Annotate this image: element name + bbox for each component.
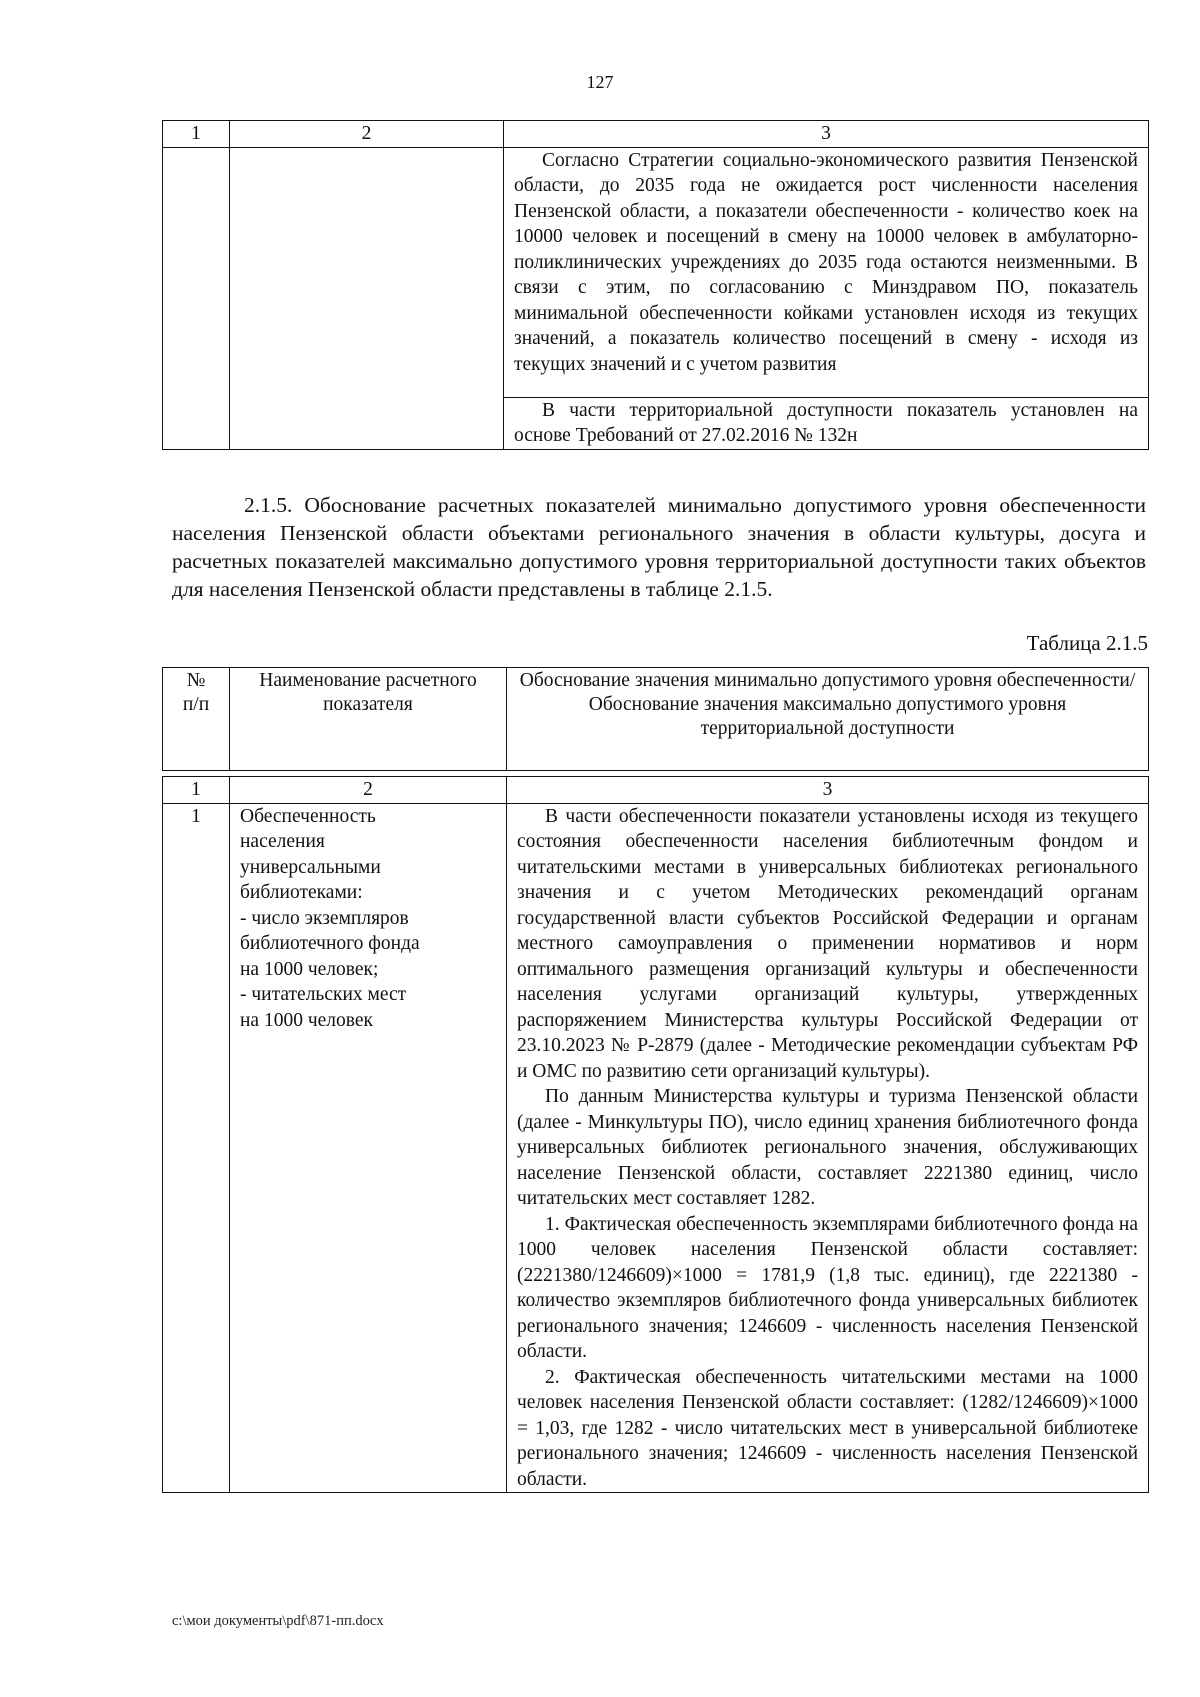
header-justification-max: Обоснование значения максимально допустимого уровня территориальной доступности [588,694,1067,739]
indicator-name-line: библиотеками: [240,882,363,903]
indicator-name-line: на 1000 человек; [240,958,379,980]
indicator-name-cell [230,803,507,1493]
main-table [162,776,1149,1493]
column-number-2: 2 [230,777,507,804]
column-number-1: 1 [163,121,230,148]
indicator-name-line: универсальными [240,856,381,878]
column-number-1: 1 [163,777,230,804]
empty-cell [230,147,504,449]
table-number-row [163,777,1149,804]
column-number-2: 2 [230,121,504,148]
indicator-name-line: на 1000 человек [240,1009,374,1031]
indicator-name-line: библиотечного фонда [240,933,420,954]
header-number-column [163,668,230,771]
header-justification [507,668,1149,771]
table-row [163,803,1149,1493]
header-justification-min: Обоснование значения минимально допустимого уровня обеспеченности/ [519,670,1136,691]
accessibility-cell [504,397,1149,449]
table-header-row [163,668,1149,771]
row-number: 1 [163,803,230,1493]
indicator-name-line: - число экземпляров [240,907,409,929]
header-number-symbol: № [186,670,206,691]
continued-table [162,120,1149,450]
page-number: 127 [586,72,614,92]
justification-paragraph: По данным Министерства культуры и туризма Пензенской области (далее - Минкультуры ПО), число единиц хранения библиотечного фонда универсальных библиотек регионального значения, обслуживающих население Пензенской области, составляет 2221380 единиц, число читательских мест составляет 1282. [517,1086,1138,1209]
header-number-abbr: п/п [182,694,210,715]
table-caption: Таблица 2.1.5 [1026,631,1148,655]
table-row [163,147,1149,397]
justification-paragraph: В части обеспеченности показатели установлены исходя из текущего состояния обеспеченности населения библиотечным фондом и читательскими местами в универсальных библиотеках регионального значения и с учетом Методических рекомендаций органам государственной власти субъектов Российской Федерации и органам местного самоуправления о применении нормативов и норм оптимального размещения организаций культуры и обеспеченности населения услугами организаций культуры, утвержденных распоряжением Министерства культуры Российской Федерации от 23.10.2023 № Р-2879 (далее - Методические рекомендации субъектам РФ и ОМС по развитию сети организаций культуры). [517,805,1138,1082]
footer-file-path: c:\мои документы\pdf\871-пп.docx [172,1613,384,1629]
indicator-name-line: Обеспеченность [240,805,376,827]
indicator-name-line: - читательских мест [240,984,407,1005]
column-number-3: 3 [507,777,1149,804]
section-intro-paragraph: 2.1.5. Обоснование расчетных показателей минимально допустимого уровня обеспеченности населения Пензенской области объектами регионального значения в области культуры, досуга и расчетных показателей максимально допустимого уровня территориальной доступности таких объектов для населения Пензенской области представлены в таблице 2.1.5. [172,493,1146,601]
justification-paragraph: 1. Фактическая обеспеченность экземплярами библиотечного фонда на 1000 человек населения Пензенской области составляет: (2221380/1246609)×1000 = 1781,9 (1,8 тыс. единиц), где 2221380 - количество экземпляров библиотечного фонда универсальных библиотек регионального значения; 1246609 - численность населения Пензенской области. [517,1213,1138,1362]
header-indicator-name: Наименование расчетного показателя [230,668,507,771]
table-header-row [163,121,1149,148]
empty-cell [163,147,230,449]
justification-cell [504,147,1149,397]
column-number-3: 3 [504,121,1149,148]
indicator-name-line: населения [240,831,325,852]
table-header [162,667,1149,771]
justification-paragraph: 2. Фактическая обеспеченность читательскими местами на 1000 человек населения Пензенской области составляет: (1282/1246609)×1000 = 1,03, где 1282 - число читательских мест в универсальной библиотеке регионального значения; 1246609 - численность населения Пензенской области. [517,1366,1138,1490]
justification-cell [507,803,1149,1493]
accessibility-paragraph: В части территориальной доступности показатель установлен на основе Требований от 27.02.2016 № 132н [514,399,1138,446]
justification-paragraph: Согласно Стратегии социально-экономического развития Пензенской области, до 2035 года не ожидается рост численности населения Пензенской области, а показатели обеспеченности - количество коек на 10000 человек и посещений в смену на 10000 человек в амбулаторно-поликлинических учреждениях до 2035 года остаются неизменными. В связи с этим, по согласованию с Минздравом ПО, показатель минимальной обеспеченности койками установлен исходя из текущих значений, а показатель количество посещений в смену - исходя из текущих значений и с учетом развития [514,149,1138,375]
